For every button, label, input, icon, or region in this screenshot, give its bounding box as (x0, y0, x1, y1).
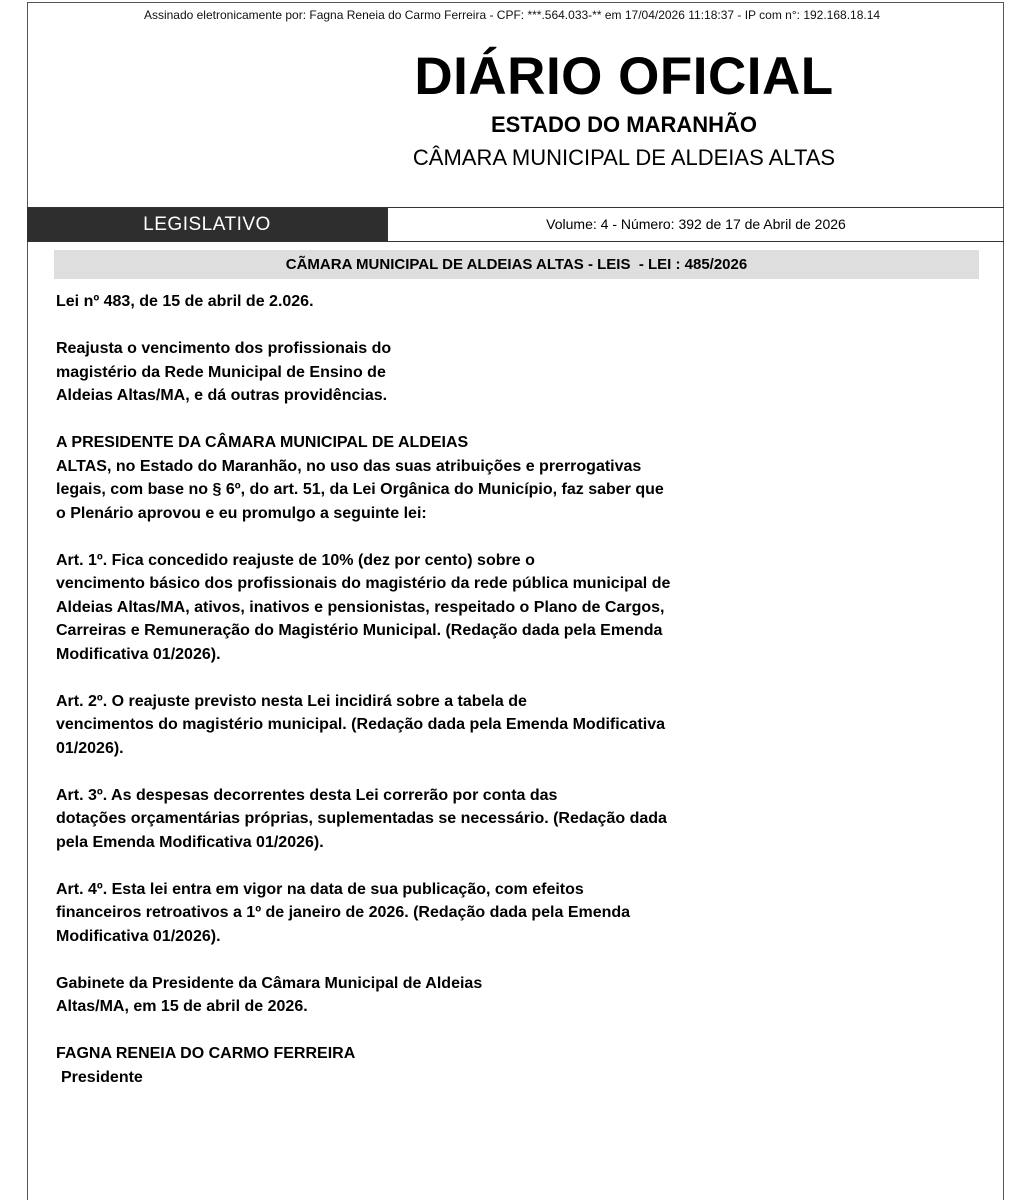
article-line: Modificativa 01/2026). (56, 927, 221, 945)
article-line: Art. 1º. Fica concedido reajuste de 10% (dez por cento) sobre o (56, 551, 535, 569)
law-preamble (56, 431, 856, 525)
masthead-state: ESTADO DO MARANHÃO (490, 112, 758, 137)
article-3 (56, 784, 856, 855)
electronic-signature-line: Assinado eletronicamente por: Fagna Reneia do Carmo Ferreira - CPF: ***.564.033-** em 17/04/2026 11:18:37 - IP com n°: 192.168.18.14 (143, 8, 881, 22)
closing-line: Altas/MA, em 15 de abril de 2026. (56, 998, 308, 1015)
article-line: Carreiras e Remuneração do Magistério Municipal. (Redação dada pela Emenda (56, 622, 663, 639)
article-line: Art. 4º. Esta lei entra em vigor na data de sua publicação, com efeitos (56, 880, 584, 898)
ementa-line: Aldeias Altas/MA, e dá outras providências. (56, 387, 388, 404)
law-closing (56, 972, 856, 1019)
article-1 (56, 549, 856, 667)
closing-line: Gabinete da Presidente da Câmara Municipal de Aldeias (56, 974, 483, 992)
signatory-name: FAGNA RENEIA DO CARMO FERREIRA (56, 1045, 356, 1062)
preamble-line: A PRESIDENTE DA CÂMARA MUNICIPAL DE ALDEIAS (56, 434, 469, 451)
section-label: LEGISLATIVO (27, 208, 387, 241)
law-body (56, 290, 856, 1089)
preamble-line: legais, com base no § 6º, do art. 51, da Lei Orgânica do Município, faz saber que (56, 481, 664, 498)
article-line: dotações orçamentárias próprias, suplementadas se necessário. (Redação dada (56, 810, 667, 827)
article-line: pela Emenda Modificativa 01/2026). (56, 833, 324, 851)
preamble-line: ALTAS, no Estado do Maranhão, no uso das suas atribuições e prerrogativas (56, 457, 642, 475)
signatory-role: Presidente (61, 1068, 143, 1086)
ementa-line: Reajusta o vencimento dos profissionais do (56, 340, 392, 357)
issue-info: Volume: 4 - Número: 392 de 17 de Abril de 2026 (387, 208, 1004, 241)
section-bar (27, 207, 1004, 242)
article-line: Art. 2º. O reajuste previsto nesta Lei incidirá sobre a tabela de (56, 692, 527, 710)
masthead-title: DIÁRIO OFICIAL (414, 47, 834, 106)
article-line: Art. 3º. As despesas decorrentes desta Lei correrão por conta das (56, 786, 558, 804)
article-line: vencimentos do magistério municipal. (Redação dada pela Emenda Modificativa (56, 716, 666, 733)
law-ementa (56, 337, 856, 408)
article-4 (56, 878, 856, 949)
preamble-line: o Plenário aprovou e eu promulgo a seguinte lei: (56, 504, 427, 522)
ementa-line: magistério da Rede Municipal de Ensino de (56, 363, 386, 381)
article-line: Aldeias Altas/MA, ativos, inativos e pensionistas, respeitado o Plano de Cargos, (56, 598, 665, 616)
article-line: vencimento básico dos profissionais do magistério da rede pública municipal de (56, 575, 671, 592)
article-line: 01/2026). (56, 739, 124, 757)
signature-block (56, 1042, 856, 1089)
article-line: Modificativa 01/2026). (56, 645, 221, 663)
masthead-chamber: CÂMARA MUNICIPAL DE ALDEIAS ALTAS (412, 145, 836, 170)
law-heading: Lei nº 483, de 15 de abril de 2.026. (56, 293, 314, 310)
article-line: financeiros retroativos a 1º de janeiro de 2026. (Redação dada pela Emenda (56, 904, 631, 921)
article-2 (56, 690, 856, 761)
law-header: CÃMARA MUNICIPAL DE ALDEIAS ALTAS - LEIS - LEI : 485/2026 (54, 250, 979, 279)
